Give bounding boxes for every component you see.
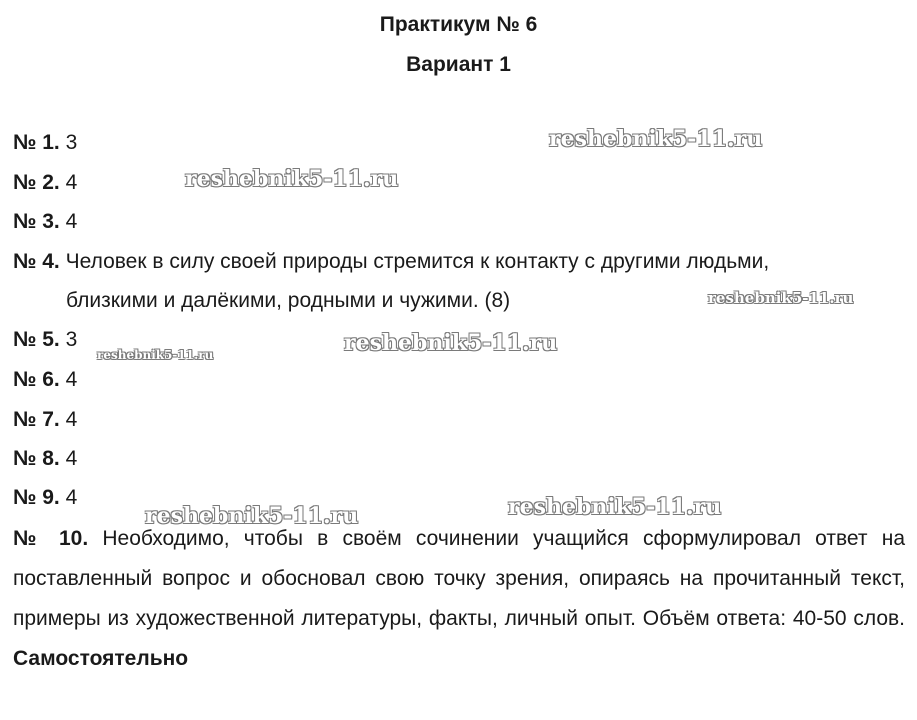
watermark: reshebnik5-11.ru bbox=[708, 289, 854, 307]
answer-number: № 6. bbox=[13, 368, 60, 391]
answer-number: № 8. bbox=[13, 447, 60, 470]
watermark: reshebnik5-11.ru bbox=[508, 494, 722, 520]
watermark: reshebnik5-11.ru bbox=[145, 503, 359, 529]
answer-text: 3 bbox=[59, 131, 78, 154]
answer-number: № 4. bbox=[13, 250, 60, 273]
watermark: reshebnik5-11.ru bbox=[549, 126, 763, 152]
answer-10 bbox=[13, 519, 905, 679]
answer-number: № 3. bbox=[13, 210, 60, 233]
answer-1 bbox=[13, 131, 77, 155]
answer-text: 4 bbox=[59, 210, 78, 233]
answer-3 bbox=[13, 210, 77, 234]
answer-number: № 1. bbox=[13, 131, 60, 154]
answer-number: № 5. bbox=[13, 328, 60, 351]
watermark: reshebnik5-11.ru bbox=[344, 330, 558, 356]
answer-5 bbox=[13, 328, 77, 352]
answer-2 bbox=[13, 171, 77, 195]
page-subtitle: Вариант 1 bbox=[406, 53, 511, 76]
answer-7 bbox=[13, 408, 77, 432]
answer-8 bbox=[13, 447, 77, 471]
answer-text: 4 bbox=[59, 408, 78, 431]
answer-bold-tail: Самостоятельно bbox=[13, 647, 189, 670]
page-title: Практикум № 6 bbox=[379, 13, 538, 36]
answer-text: Необходимо, чтобы в своём сочинении учащийся сформулировал ответ на поставленный вопрос и обосновал свою точку зрения, опираясь на прочитанный текст, примеры из художественной литературы, факты, личный опыт. Объём ответа: 40-50 слов. bbox=[13, 527, 905, 630]
answer-9 bbox=[13, 486, 77, 510]
answer-number: № 7. bbox=[13, 408, 60, 431]
watermark: reshebnik5-11.ru bbox=[97, 348, 214, 362]
answer-text: 4 bbox=[59, 368, 78, 391]
answer-text: 4 bbox=[59, 486, 78, 509]
answer-4 bbox=[13, 250, 769, 274]
answer-6 bbox=[13, 368, 77, 392]
answer-text: 4 bbox=[59, 171, 78, 194]
answer-number: № 10. bbox=[13, 527, 89, 550]
answer-text: 3 bbox=[59, 328, 78, 351]
answer-number: № 2. bbox=[13, 171, 60, 194]
answer-4-continuation: близкими и далёкими, родными и чужими. (8) bbox=[66, 289, 511, 312]
answer-text: Человек в силу своей природы стремится к контакту с другими людьми, bbox=[59, 250, 770, 273]
answer-text: 4 bbox=[59, 447, 78, 470]
answer-number: № 9. bbox=[13, 486, 60, 509]
watermark: reshebnik5-11.ru bbox=[185, 166, 399, 192]
